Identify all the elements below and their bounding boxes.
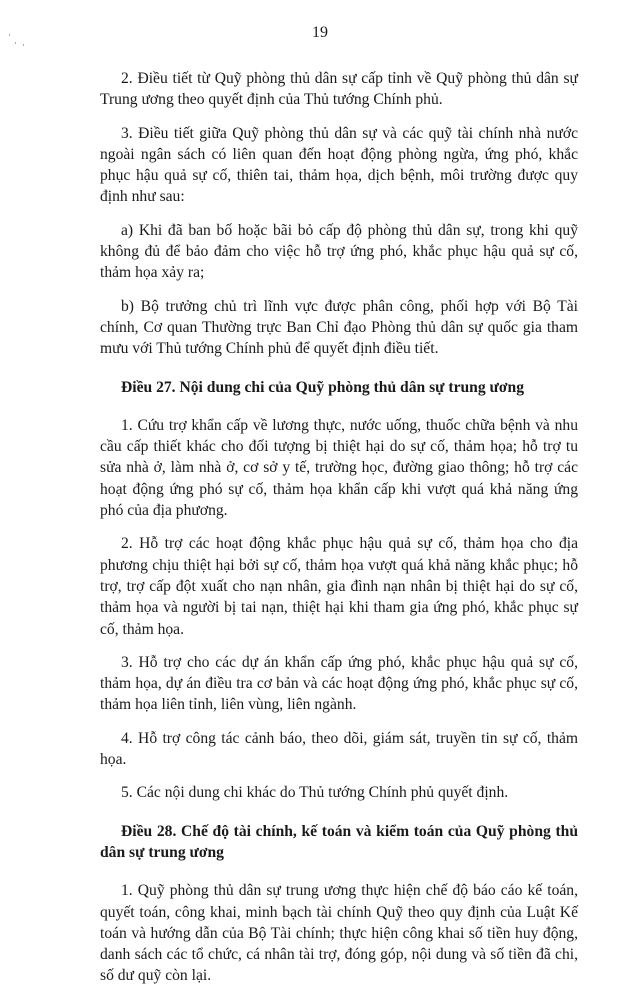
article-27-item-5: 5. Các nội dung chi khác do Thủ tướng Chính phủ quyết định. xyxy=(121,784,509,802)
article-27-item-3: 3. Hỗ trợ cho các dự án khẩn cấp ứng phó, khắc phục hậu quả sự cố, thảm họa, dự án điều tra cơ bản và các hoạt động ứng phó, khắc phục sự cố, thảm họa liên tỉnh, liên vùng, liên ngành. xyxy=(100,653,578,714)
document-body xyxy=(100,68,578,987)
paragraph-2: 3. Điều tiết giữa Quỹ phòng thủ dân sự và các quỹ tài chính nhà nước ngoài ngân sách có liên quan đến hoạt động phòng ngừa, ứng phó, khắc phục hậu quả sự cố, thiên tai, thảm họa, dịch bệnh, môi trường được quy định như sau: xyxy=(100,124,578,206)
paragraph-4: b) Bộ trưởng chủ trì lĩnh vực được phân công, phối hợp với Bộ Tài chính, Cơ quan Thường trực Ban Chỉ đạo Phòng thủ dân sự quốc gia tham mưu với Thủ tướng Chính phủ để quyết định điều tiết. xyxy=(100,297,578,358)
page-number: 19 xyxy=(312,24,328,41)
article-27-heading: Điều 27. Nội dung chi của Quỹ phòng thủ dân sự trung ương xyxy=(121,378,525,396)
article-28-item-1: 1. Quỹ phòng thủ dân sự trung ương thực hiện chế độ báo cáo kế toán, quyết toán, công khai, minh bạch tài chính Quỹ theo quy định của Luật Kế toán và hướng dẫn của Bộ Tài chính; thực hiện công khai số tiền huy động, danh sách các tổ chức, cá nhân tài trợ, đóng góp, nội dung và số tiền đã chi, số dư quỹ còn lại. xyxy=(100,882,578,985)
scan-speck: · xyxy=(22,40,25,50)
article-27-item-2: 2. Hỗ trợ các hoạt động khắc phục hậu quả sự cố, thảm họa cho địa phương chịu thiệt hại bởi sự cố, thảm họa vượt quá khả năng khắc phục; hỗ trợ, trợ cấp đột xuất cho nạn nhân, gia đình nạn nhân bị thiệt hại do sự cố, thảm họa và người bị tai nạn, thiệt hại khi tham gia ứng phó, khắc phục sự cố, thảm họa. xyxy=(100,535,578,638)
scan-speck: · xyxy=(14,38,17,48)
article-28-heading: Điều 28. Chế độ tài chính, kế toán và kiểm toán của Quỹ phòng thủ dân sự trung ương xyxy=(100,822,578,861)
scan-speck: · xyxy=(8,30,11,40)
article-27-item-1: 1. Cứu trợ khẩn cấp về lương thực, nước uống, thuốc chữa bệnh và nhu cầu cấp thiết khác cho đối tượng bị thiệt hại do sự cố, thảm họa; hỗ trợ tu sửa nhà ở, làm nhà ở, cơ sở y tế, trường học, đường giao thông; hỗ trợ các hoạt động ứng phó sự cố, thảm họa khẩn cấp khi vượt quá khả năng ứng phó của địa phương. xyxy=(100,416,578,520)
article-27-item-4: 4. Hỗ trợ công tác cảnh báo, theo dõi, giám sát, truyền tin sự cố, thảm họa. xyxy=(100,729,578,769)
paragraph-3: a) Khi đã ban bố hoặc bãi bỏ cấp độ phòng thủ dân sự, trong khi quỹ không đủ để bảo đảm cho việc hỗ trợ ứng phó, khắc phục hậu quả sự cố, thảm họa xảy ra; xyxy=(100,221,578,282)
paragraph-1: 2. Điều tiết từ Quỹ phòng thủ dân sự cấp tỉnh về Quỹ phòng thủ dân sự Trung ương theo quyết định của Thủ tướng Chính phủ. xyxy=(100,70,578,109)
